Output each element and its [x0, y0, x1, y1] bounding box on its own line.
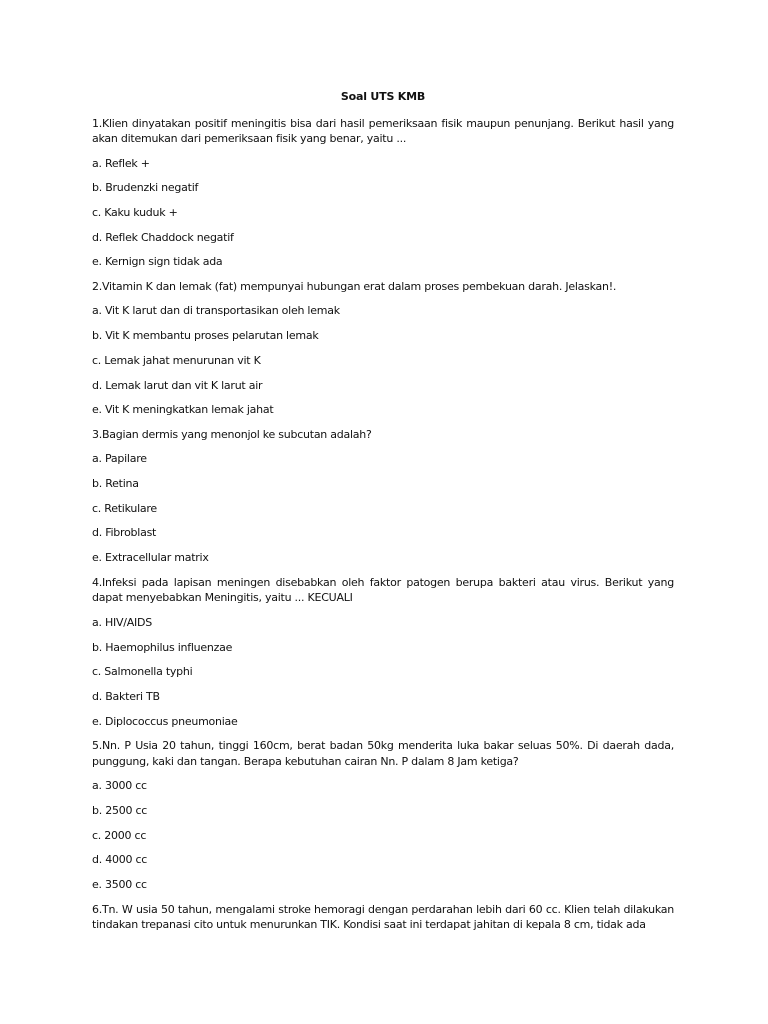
answer-option: b. 2500 cc — [92, 803, 148, 817]
question-text: 1.Klien dinyatakan positif meningitis bisa dari hasil pemeriksaan fisik maupun penunjang. Berikut hasil yang akan ditemukan dari pemeriksaan fisik yang benar, yaitu ... — [92, 116, 674, 145]
question-text: 5.Nn. P Usia 20 tahun, tinggi 160cm, berat badan 50kg menderita luka bakar seluas 50%. Di daerah dada, punggung, kaki dan tangan. Berapa kebutuhan cairan Nn. P dalam 8 Jam ketiga? — [92, 739, 674, 768]
document-page — [92, 89, 674, 942]
answer-option: d. Reflek Chaddock negatif — [92, 230, 234, 244]
document-title: Soal UTS KMB — [340, 90, 426, 103]
answer-option: e. Kernign sign tidak ada — [92, 255, 223, 269]
question-text: 2.Vitamin K dan lemak (fat) mempunyai hubungan erat dalam proses pembekuan darah. Jelaskan!. — [92, 279, 617, 293]
question-text: 4.Infeksi pada lapisan meningen disebabkan oleh faktor patogen berupa bakteri atau virus. Berikut yang dapat menyebabkan Meningitis, yaitu ... KECUALI — [92, 575, 674, 605]
question-text: 6.Tn. W usia 50 tahun, mengalami stroke hemoragi dengan perdarahan lebih dari 60 cc. Klien telah dilakukan tindakan trepanasi cito untuk menurunkan TIK. Kondisi saat ini terdapat jahitan di kepala 8 cm, tidak ada — [92, 902, 674, 932]
answer-option: d. 4000 cc — [92, 853, 148, 867]
question-4 — [92, 575, 674, 729]
answer-option: c. Kaku kuduk + — [92, 205, 178, 219]
answer-option: d. Bakteri TB — [92, 689, 160, 703]
answer-option: d. Lemak larut dan vit K larut air — [92, 378, 263, 392]
answer-option: c. Retikulare — [92, 501, 157, 515]
answer-option: e. Extracellular matrix — [92, 551, 209, 565]
question-6 — [92, 902, 674, 933]
answer-option: e. Vit K meningkatkan lemak jahat — [92, 403, 274, 417]
question-2 — [92, 279, 674, 418]
answer-option: e. Diplococcus pneumoniae — [92, 714, 238, 728]
question-3 — [92, 427, 674, 566]
answer-option: b. Retina — [92, 477, 139, 491]
answer-option: a. 3000 cc — [92, 779, 147, 793]
answer-option: b. Brudenzki negatif — [92, 181, 199, 195]
answer-option: c. Salmonella typhi — [92, 665, 193, 679]
answer-option: a. HIV/AIDS — [92, 615, 152, 629]
answer-option: b. Haemophilus influenzae — [92, 640, 233, 654]
answer-option: a. Reflek + — [92, 156, 150, 170]
answer-option: a. Papilare — [92, 452, 147, 466]
answer-option: d. Fibroblast — [92, 526, 157, 540]
answer-option: a. Vit K larut dan di transportasikan oleh lemak — [92, 304, 340, 318]
answer-option: c. 2000 cc — [92, 828, 147, 842]
question-5 — [92, 738, 674, 892]
answer-option: c. Lemak jahat menurunan vit K — [92, 353, 261, 367]
question-text: 3.Bagian dermis yang menonjol ke subcutan adalah? — [92, 427, 372, 441]
answer-option: b. Vit K membantu proses pelarutan lemak — [92, 329, 319, 343]
answer-option: e. 3500 cc — [92, 878, 147, 891]
question-1 — [92, 116, 674, 270]
